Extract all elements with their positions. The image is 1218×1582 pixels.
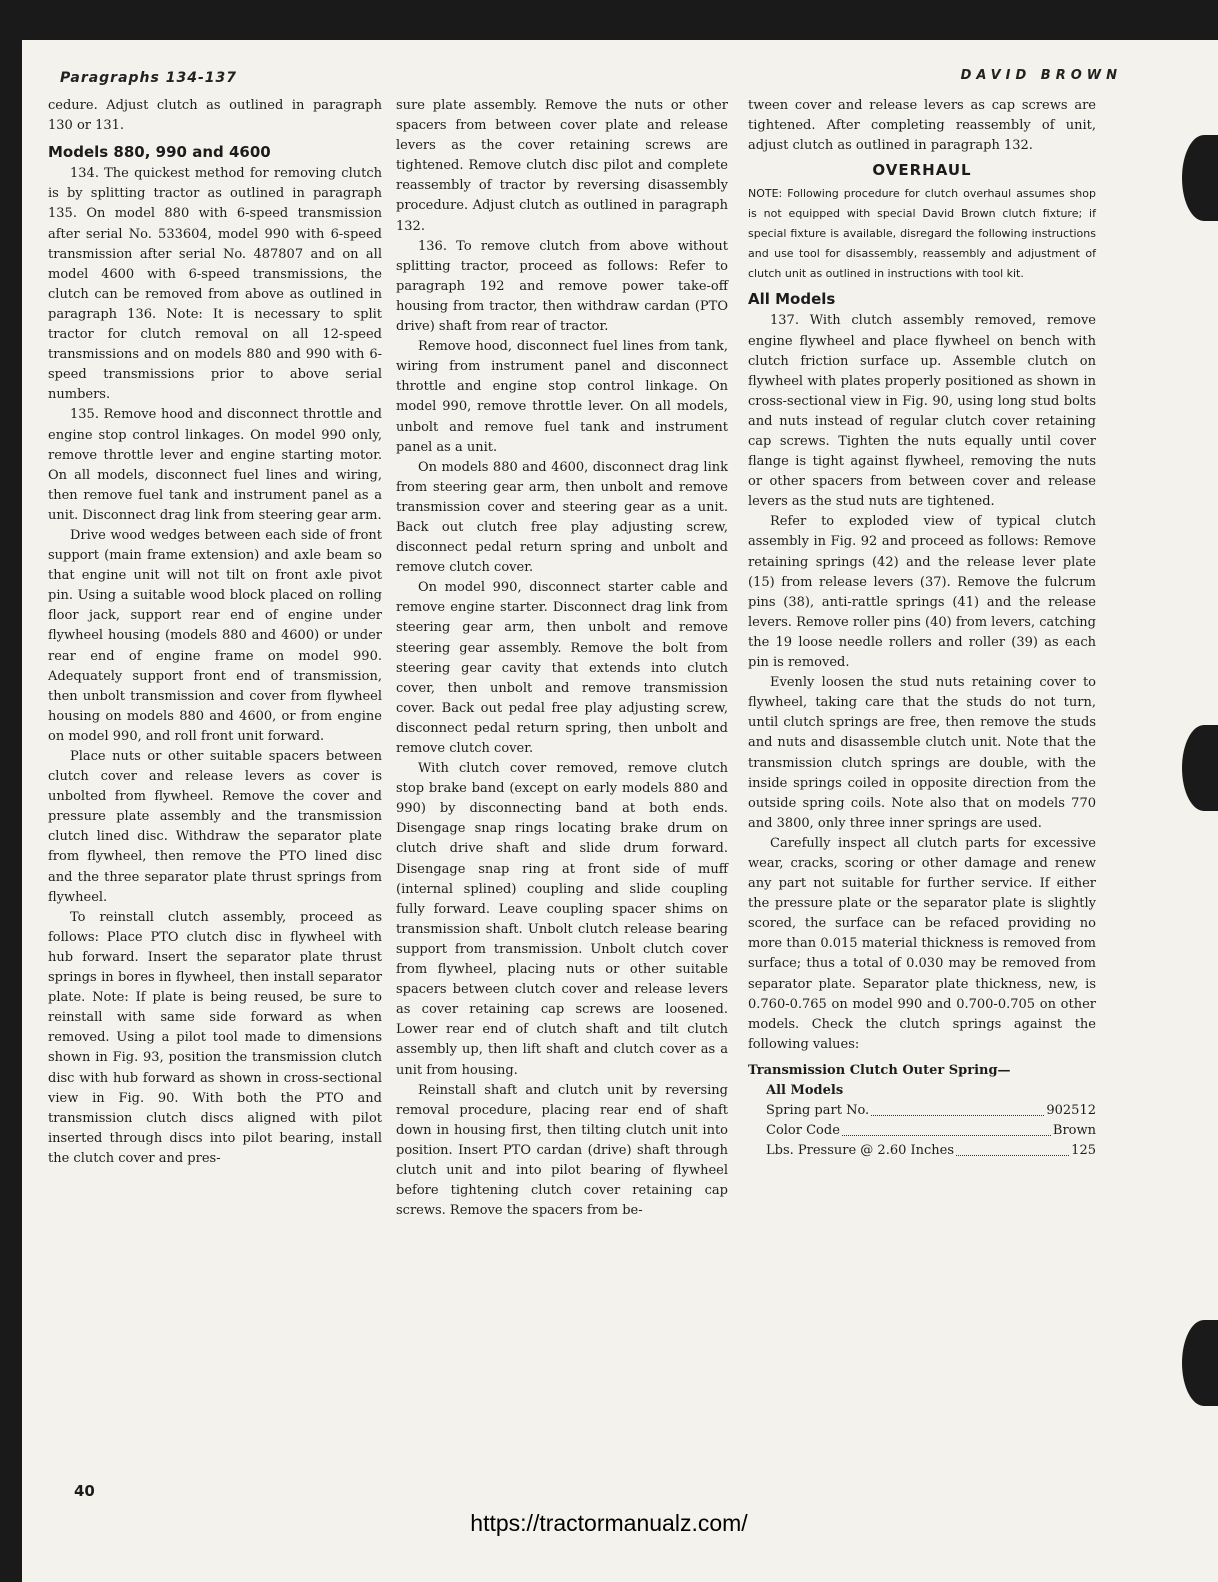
overhaul-note: NOTE: Following procedure for clutch overhaul assumes shop is not equipped with special David Brown clutch fixture; if special fixture is available, disregard the following instructions and use tool for disassembly, reassembly and adjustment of clutch unit as outlined in instructions with tool kit. — [748, 187, 1096, 280]
spec-title: Transmission Clutch Outer Spring— — [748, 1062, 1011, 1078]
watermark-url: https://tractormanualz.com/ — [470, 1510, 748, 1536]
binder-hole — [1182, 1320, 1218, 1406]
paragraph-evenly-loosen: Evenly loosen the stud nuts retaining cover to flywheel, taking care that the studs do not turn, until clutch springs are free, then remove the studs and nuts and disassemble clutch unit. Note that the transmission clutch springs are double, with the inside springs coiled in opposite direction from the outside spring coils. Note also that on models 770 and 3800, only three inner springs are used. — [748, 675, 1096, 831]
spec-label: Color Code — [766, 1123, 840, 1139]
paragraph-remove-hood: Remove hood, disconnect fuel lines from tank, wiring from instrument panel and disconnect throttle and engine stop control linkage. On model 990, remove throttle lever. On all models, unbolt and remove fuel tank and instrument panel as a unit. — [396, 339, 728, 455]
leader-dots — [956, 1141, 1069, 1156]
page-number: 40 — [74, 1482, 95, 1500]
paragraph-place-nuts: Place nuts or other suitable spacers between clutch cover and release levers as cover is unbolted from flywheel. Remove the cover and pressure plate assembly and the transmission clutch lined disc. Withdraw the separator plate from flywheel, then remove the PTO lined disc and the three separator plate thrust springs from flywheel. — [48, 749, 382, 905]
paragraph-exploded-view: Refer to exploded view of typical clutch assembly in Fig. 92 and proceed as follows: Remove retaining springs (42) and the release lever plate (15) from release levers (37). Remove the fulcrum pins (38), anti-rattle springs (41) and the release levers. Remove roller pins (40) from levers, catching the 19 loose needle rollers and roller (39) as each pin is removed. — [748, 514, 1096, 671]
paragraph-reinstall-shaft: Reinstall shaft and clutch unit by reversing removal procedure, placing rear end of shaft down in housing first, then tilting clutch unit into position. Insert PTO cardan (drive) shaft through clutch unit and into pilot bearing of flywheel before tightening clutch cover retaining cap screws. Remove the spacers from be- — [396, 1082, 728, 1219]
spec-value: 902512 — [1046, 1103, 1096, 1119]
binder-hole — [1182, 725, 1218, 811]
paragraph-inspect: Carefully inspect all clutch parts for excessive wear, cracks, scoring or other damage and renew any part not suitable for further service. If either the pressure plate or the separator plate is slightly scored, the surface can be refaced providing no more than 0.015 material thickness is removed from surface; thus a total of 0.030 may be removed from separator plate. Separator plate thickness, new, is 0.760-0.765 on model 990 and 0.700-0.705 on other models. Check the clutch springs against the following values: — [748, 835, 1096, 1052]
spec-row — [748, 1121, 1096, 1141]
paragraph-137: 137. With clutch assembly removed, remove engine flywheel and place flywheel on bench with clutch friction surface up. Assemble clutch on flywheel with plates properly positioned as shown in cross-sectional view in Fig. 90, using long stud bolts and nuts instead of regular clutch cover retaining cap screws. Tighten the nuts equally until cover flange is tight against flywheel, removing the nuts or other spacers from between cover and release levers as the stud nuts are tightened. — [748, 313, 1096, 510]
column-1 — [48, 96, 382, 1169]
paragraph-drive-wedges: Drive wood wedges between each side of front support (main frame extension) and axle beam so that engine unit will not tilt on front axle pivot pin. Using a suitable wood block placed on rolling floor jack, support rear end of engine under flywheel housing (models 880 and 4600) or under rear end of engine frame on model 990. Adequately support front end of transmission, then unbolt transmission and cover from flywheel housing on models 880 and 4600, or from engine on model 990, and roll front unit forward. — [48, 527, 382, 744]
section-heading-all-models: All Models — [748, 290, 836, 309]
spec-label: Lbs. Pressure @ 2.60 Inches — [766, 1143, 955, 1159]
paragraph-134: 134. The quickest method for removing clutch is by splitting tractor as outlined in paragraph 135. On model 880 with 6-speed transmission after serial No. 533604, model 990 with 6-speed transmission after serial No. 487807 and on all model 4600 with 6-speed transmissions, the clutch can be removed from above as outlined in paragraph 136. Note: It is necessary to split tractor for clutch removal on all 12-speed transmissions and on models 880 and 990 with 6-speed transmissions prior to above serial numbers. — [48, 166, 382, 403]
paragraph-clutch-cover-removed: With clutch cover removed, remove clutch stop brake band (except on early models 880 and 990) by disconnecting band at both ends. Disengage snap rings locating brake drum on clutch drive shaft and slide drum forward. Disengage snap ring at front side of muff (internal splined) coupling and slide coupling fully forward. Leave coupling spacer shims on transmission shaft. Unbolt clutch release bearing support from transmission. Unbolt clutch cover from flywheel, placing nuts or other suitable spacers between clutch cover and release levers as cover retaining cap screws are loosened. Lower rear end of clutch shaft and tilt clutch assembly up, then lift shaft and clutch cover as a unit from housing. — [396, 761, 728, 1078]
spec-row — [748, 1141, 1096, 1161]
binder-hole — [1182, 135, 1218, 221]
column-3 — [748, 96, 1096, 1161]
manual-page — [22, 40, 1218, 1582]
section-heading-models-880-990-4600: Models 880, 990 and 4600 — [48, 143, 271, 162]
paragraph-continuation: sure plate assembly. Remove the nuts or other spacers from between cover plate and release levers as the cover retaining screws are tightened. Remove clutch disc pilot and complete reassembly of tractor by reversing disassembly procedure. Adjust clutch as outlined in paragraph 132. — [396, 98, 728, 234]
paragraph-136: 136. To remove clutch from above without splitting tractor, proceed as follows: Refer to paragraph 192 and remove power take-off housing from tractor, then withdraw cardan (PTO drive) shaft from rear of tractor. — [396, 238, 728, 335]
paragraph-models-880-4600: On models 880 and 4600, disconnect drag link from steering gear arm, then unbolt and remove transmission cover and steering gear as a unit. Back out clutch free play adjusting screw, disconnect pedal return spring and unbolt and remove clutch cover. — [396, 459, 728, 576]
paragraph-reinstall: To reinstall clutch assembly, proceed as follows: Place PTO clutch disc in flywheel with hub forward. Insert the separator plate thrust springs in bores in flywheel, then install separator plate. Note: If plate is being reused, be sure to reinstall with same side forward as when removed. Using a pilot tool made to dimensions shown in Fig. 93, position the transmission clutch disc with hub forward as shown in cross-sectional view in Fig. 90. With both the PTO and transmission clutch discs aligned with pilot inserted through discs into pilot bearing, install the clutch cover and pres- — [48, 909, 382, 1166]
running-header-left: Paragraphs 134-137 — [60, 70, 237, 86]
spec-subtitle: All Models — [766, 1083, 844, 1099]
spec-value: Brown — [1052, 1123, 1096, 1139]
paragraph-model-990: On model 990, disconnect starter cable and remove engine starter. Disconnect drag link from steering gear arm, then unbolt and remove steering gear assembly. Remove the bolt from steering gear cavity that extends into clutch cover, then unbolt and remove transmission cover. Back out pedal free play adjusting screw, disconnect pedal return spring, then unbolt and remove clutch cover. — [396, 580, 728, 756]
overhaul-heading: OVERHAUL — [872, 161, 972, 180]
spec-row — [748, 1101, 1096, 1121]
running-header-right: DAVID BROWN — [960, 68, 1122, 83]
paragraph-continuation: tween cover and release levers as cap screws are tightened. After completing reassembly of unit, adjust clutch as outlined in paragraph 132. — [748, 98, 1096, 154]
column-2 — [396, 96, 728, 1221]
spec-label: Spring part No. — [766, 1103, 870, 1119]
paragraph-135: 135. Remove hood and disconnect throttle and engine stop control linkages. On model 990 only, remove throttle lever and engine starting motor. On all models, disconnect fuel lines and wiring, then remove fuel tank and instrument panel as a unit. Disconnect drag link from steering gear arm. — [48, 407, 382, 523]
spec-value: 125 — [1071, 1143, 1096, 1159]
leader-dots — [842, 1121, 1051, 1136]
paragraph-continuation: cedure. Adjust clutch as outlined in paragraph 130 or 131. — [48, 98, 382, 134]
leader-dots — [871, 1101, 1044, 1116]
